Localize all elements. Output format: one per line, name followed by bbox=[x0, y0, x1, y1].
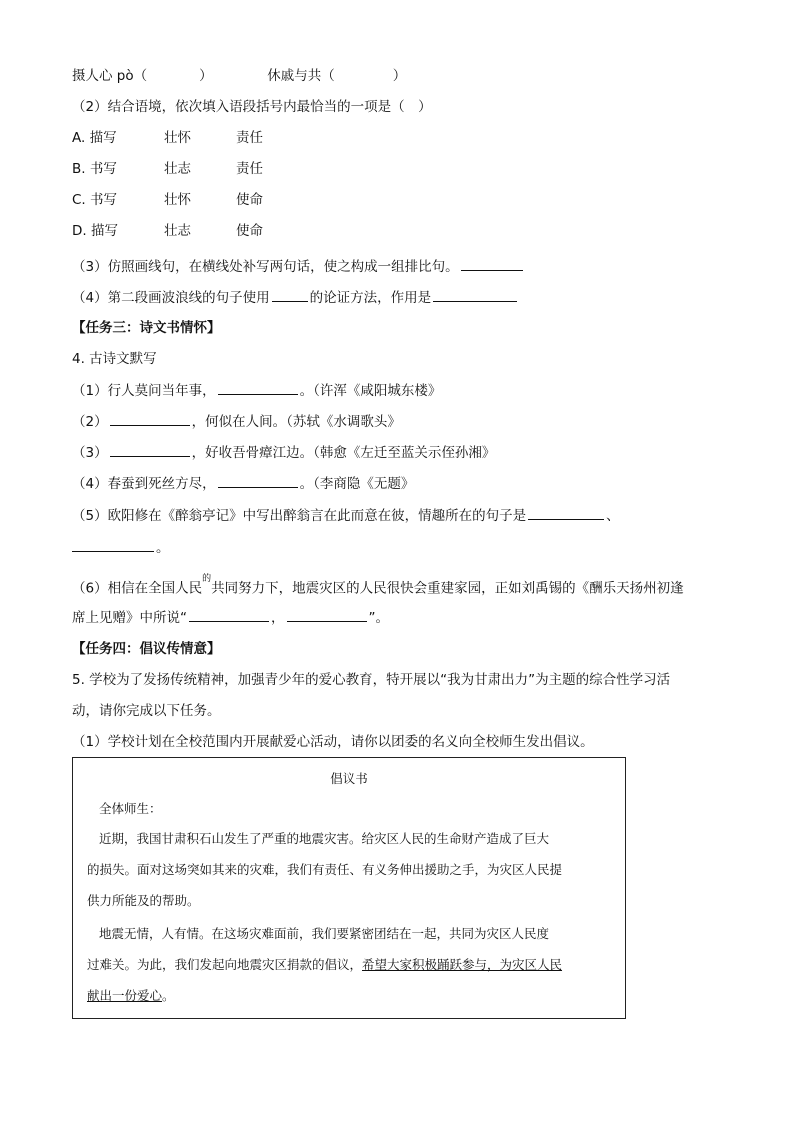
answer-blank[interactable] bbox=[72, 537, 154, 552]
poetry-line-4: （4）春蚕到死丝方尽， 。（李商隐《无题》 bbox=[72, 473, 414, 494]
poetry-line-3: （3） ，好收吾骨瘴江边。（韩愈《左迁至蓝关示侄孙湘》 bbox=[72, 442, 495, 463]
question-4: （4）第二段画波浪线的句子使用 的论证方法，作用是 bbox=[72, 287, 519, 308]
pronunciation-line: 摄人心 pò（ ） 休戚与共（ ） bbox=[72, 68, 407, 84]
task-4-heading: 【任务四：倡议传情意】 bbox=[72, 641, 221, 657]
question-5-line-1: 5. 学校为了发扬传统精神，加强青少年的爱心教育，特开展以“我为甘肃出力”为主题的综合性学习活 bbox=[72, 672, 671, 688]
poetry-line-6-cont: 席上见赠》中所说“ ， ”。 bbox=[72, 607, 389, 628]
question-5-task-1: （1）学校计划在全校范围内开展献爱心活动，请你以团委的名义向全校师生发出倡议。 bbox=[72, 734, 594, 750]
answer-blank[interactable] bbox=[218, 473, 298, 488]
answer-blank[interactable] bbox=[433, 287, 517, 302]
letter-title: 倡议书 bbox=[330, 771, 368, 786]
answer-blank[interactable] bbox=[287, 607, 367, 622]
inserted-char: 的 bbox=[202, 574, 212, 584]
letter-p2-line1: 地震无情，人有情。在这场灾难面前，我们要紧密团结在一起，共同为灾区人民度 bbox=[99, 926, 550, 941]
underlined-sentence: 希望大家积极踊跃参与，为灾区人民 bbox=[362, 957, 563, 972]
letter-greeting: 全体师生： bbox=[99, 801, 162, 816]
option-d[interactable]: D. 描写 壮志 使命 bbox=[72, 223, 263, 239]
pinyin-item-1: 摄人心 pò（ bbox=[72, 68, 148, 84]
answer-blank[interactable] bbox=[528, 505, 604, 520]
letter-p2-line3: 献出一份爱心。 bbox=[87, 988, 175, 1003]
poetry-title: 4. 古诗文默写 bbox=[72, 351, 157, 367]
answer-blank[interactable] bbox=[110, 411, 190, 426]
proposal-letter-box bbox=[72, 757, 626, 1019]
poetry-line-2: （2） ，何似在人间。（苏轼《水调歌头》 bbox=[72, 411, 401, 432]
answer-space[interactable] bbox=[337, 66, 391, 80]
answer-space[interactable] bbox=[149, 66, 197, 80]
underlined-sentence: 献出一份爱心 bbox=[87, 988, 163, 1003]
task-3-heading: 【任务三：诗文书情怀】 bbox=[72, 320, 221, 336]
question-5-line-2: 动，请你完成以下任务。 bbox=[72, 703, 221, 719]
letter-p1-line2: 的损失。面对这场突如其来的灾难，我们有责任、有义务伸出援助之手，为灾区人民提 bbox=[87, 862, 563, 877]
letter-p2-line2: 过难关。为此，我们发起向地震灾区捐款的倡议，希望大家积极踊跃参与，为灾区人民 bbox=[87, 957, 563, 972]
answer-blank[interactable] bbox=[110, 442, 190, 457]
option-a[interactable]: A. 描写 壮怀 责任 bbox=[72, 130, 263, 146]
poetry-line-5: （5）欧阳修在《醉翁亭记》中写出醉翁言在此而意在彼，情趣所在的句子是 、 bbox=[72, 505, 620, 526]
poetry-line-5-cont: 。 bbox=[72, 537, 170, 558]
letter-p1-line3: 供力所能及的帮助。 bbox=[87, 893, 200, 908]
answer-blank[interactable] bbox=[461, 256, 523, 271]
question-3: （3）仿照画线句，在横线处补写两句话，使之构成一组排比句。 bbox=[72, 256, 525, 277]
pinyin-item-2: 休戚与共（ bbox=[267, 68, 335, 84]
poetry-line-1: （1）行人莫问当年事， 。（许浑《咸阳城东楼》 bbox=[72, 380, 441, 401]
answer-blank[interactable] bbox=[272, 287, 308, 302]
question-2-stem: （2）结合语境，依次填入语段括号内最恰当的一项是（ ） bbox=[72, 99, 432, 115]
poetry-line-6: （6）相信在全国人民$^的$共同努力下，地震灾区的人民很快会重建家园，正如刘禹锡的《酬乐天扬州初逢 bbox=[72, 574, 684, 597]
option-c[interactable]: C. 书写 壮怀 使命 bbox=[72, 192, 263, 208]
option-b[interactable]: B. 书写 壮志 责任 bbox=[72, 161, 263, 177]
answer-blank[interactable] bbox=[189, 607, 269, 622]
answer-blank[interactable] bbox=[218, 380, 298, 395]
letter-p1-line1: 近期，我国甘肃积石山发生了严重的地震灾害。给灾区人民的生命财产造成了巨大 bbox=[99, 831, 550, 846]
